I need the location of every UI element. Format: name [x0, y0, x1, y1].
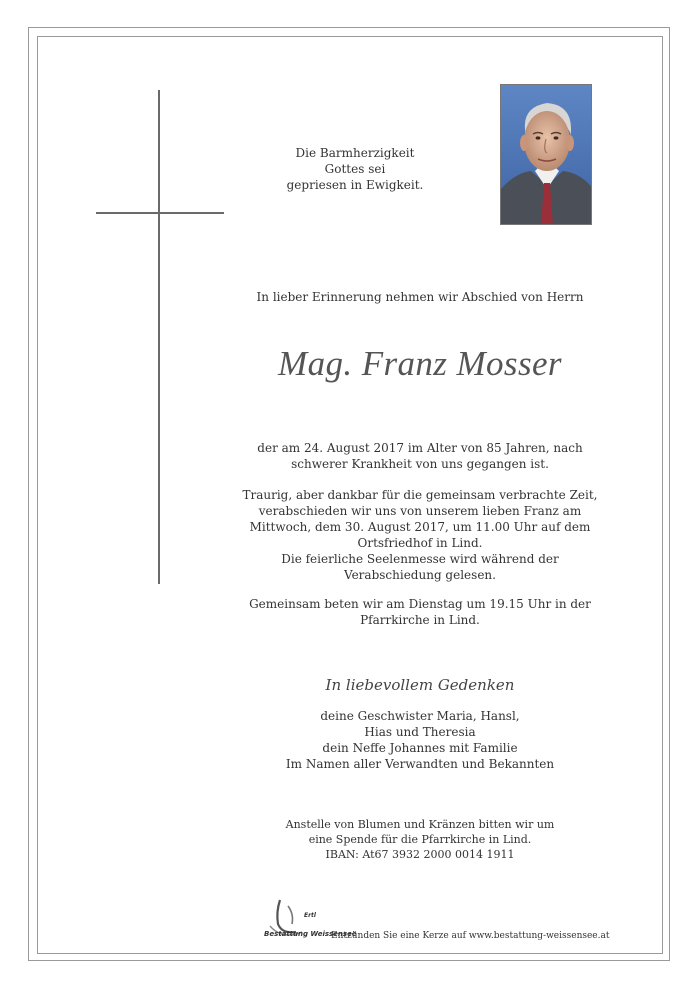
- family-line: dein Neffe Johannes mit Familie: [322, 741, 518, 755]
- funeral-line: verabschieden wir uns von unserem lieben Franz am: [258, 504, 582, 518]
- prayer-line: Gemeinsam beten wir am Dienstag um 19.15 Uhr in der: [249, 597, 591, 611]
- cross-vertical-bar: [158, 90, 160, 584]
- deceased-name: Mag. Franz Mosser: [278, 344, 562, 383]
- footer-candle-link[interactable]: Entzünden Sie eine Kerze auf www.bestattung-weissensee.at: [331, 931, 610, 941]
- family-line: Hias und Theresia: [364, 725, 476, 739]
- gedenken-heading: In liebevollem Gedenken: [325, 676, 515, 694]
- intro-text: In lieber Erinnerung nehmen wir Abschied von Herrn: [256, 290, 584, 304]
- logo-brand-top: Ertl: [304, 912, 316, 919]
- donation-line: Anstelle von Blumen und Kränzen bitten wir um: [285, 818, 555, 831]
- donation-line: eine Spende für die Pfarrkirche in Lind.: [308, 833, 532, 846]
- verse-line: Die Barmherzigkeit: [295, 146, 415, 160]
- cross-horizontal-bar: [96, 212, 224, 214]
- prayer-line: Pfarrkirche in Lind.: [360, 613, 480, 627]
- bible-verse: [250, 145, 460, 193]
- verse-line: gepriesen in Ewigkeit.: [286, 178, 424, 192]
- portrait-photo: [500, 84, 592, 225]
- verse-line: Gottes sei: [324, 162, 386, 176]
- funeral-line: Verabschiedung gelesen.: [344, 568, 496, 582]
- funeral-line: Mittwoch, dem 30. August 2017, um 11.00 Uhr auf dem: [249, 520, 591, 534]
- death-notice-line: der am 24. August 2017 im Alter von 85 Jahren, nach: [257, 441, 583, 455]
- family-list: [200, 708, 640, 772]
- prayer-details: [200, 596, 640, 628]
- family-line: deine Geschwister Maria, Hansl,: [320, 709, 520, 723]
- funeral-line: Ortsfriedhof in Lind.: [357, 536, 483, 550]
- family-line: Im Namen aller Verwandten und Bekannten: [285, 757, 555, 771]
- death-notice: [200, 440, 640, 472]
- portrait-image: [501, 85, 592, 225]
- death-notice-line: schwerer Krankheit von uns gegangen ist.: [291, 457, 549, 471]
- funeral-details: [200, 487, 640, 583]
- donation-line: IBAN: At67 3932 2000 0014 1911: [325, 848, 515, 861]
- funeral-line: Traurig, aber dankbar für die gemeinsam verbrachte Zeit,: [242, 488, 598, 502]
- funeral-line: Die feierliche Seelenmesse wird während der: [281, 552, 559, 566]
- logo-brand-text: Bestattung Weissensee: [264, 930, 357, 938]
- donation-note: [200, 817, 640, 862]
